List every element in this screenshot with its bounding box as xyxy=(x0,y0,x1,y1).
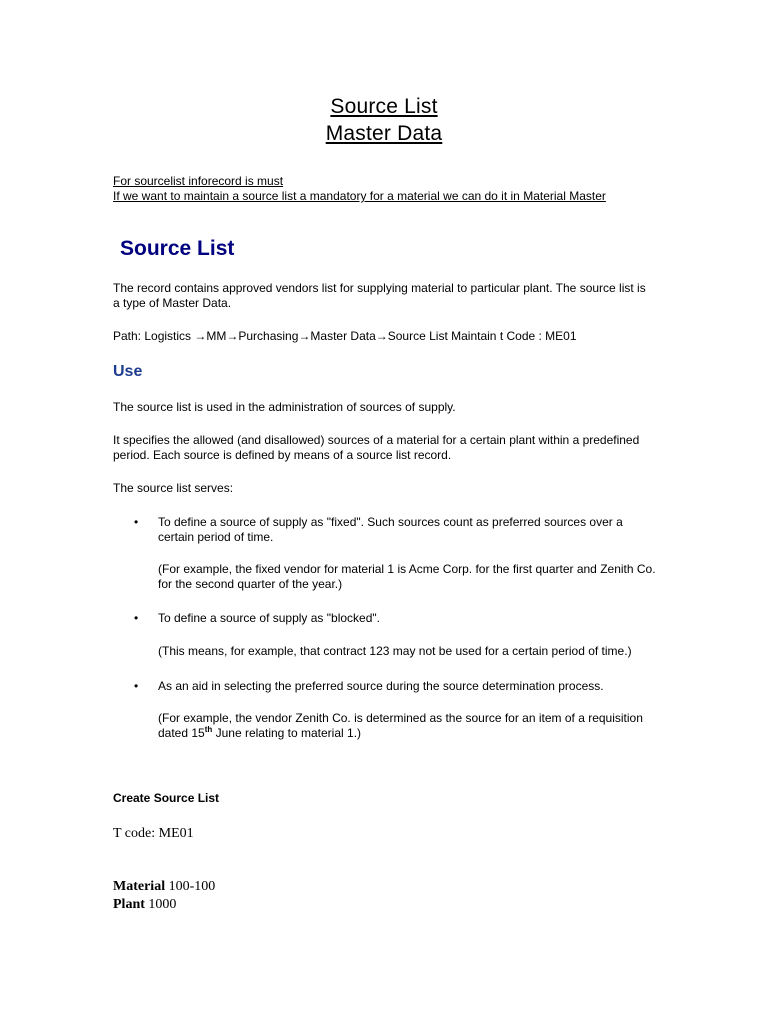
material-value: 100-100 xyxy=(165,879,216,894)
path-line: Path: Logistics →MM→Purchasing→Master Data→Source List Maintain t Code : ME01 xyxy=(113,329,577,343)
bullet-aid-example-text: (For example, the vendor Zenith Co. is determined as the source for an item of a requisition dated 15 xyxy=(158,711,643,740)
note-inforecord: For sourcelist inforecord is must xyxy=(113,174,284,188)
bullet-aid: As an aid in selecting the preferred source during the source determination process. xyxy=(158,679,604,693)
bullet-fixed: To define a source of supply as "fixed". Such sources count as preferred sources over a certain period of time. xyxy=(158,515,623,544)
bullet-blocked-example: (This means, for example, that contract 123 may not be used for a certain period of time.) xyxy=(158,644,632,658)
tcode-line: T code: ME01 xyxy=(113,826,194,841)
bullet-aid-example-tail: June relating to material 1.) xyxy=(212,726,362,740)
material-label: Material xyxy=(113,879,166,894)
serves-intro: The source list serves: xyxy=(113,481,234,495)
use-paragraph-1: The source list is used in the administration of sources of supply. xyxy=(113,400,456,414)
create-source-list-heading: Create Source List xyxy=(113,791,220,805)
bullet-blocked: To define a source of supply as "blocked". xyxy=(158,611,380,625)
section-heading-source-list: Source List xyxy=(120,237,235,260)
bullet-dot-icon: • xyxy=(134,611,139,625)
bullet-dot-icon: • xyxy=(134,515,139,529)
document-title-line-1: Source List xyxy=(330,95,438,118)
use-paragraph-2: It specifies the allowed (and disallowed) sources of a material for a certain plant within a predefined period. Each source is defined by means of a source list record. xyxy=(113,433,640,462)
plant-value: 1000 xyxy=(144,897,177,912)
material-line xyxy=(113,879,215,895)
note-material-master: If we want to maintain a source list a mandatory for a material we can do it in Material Master xyxy=(113,189,606,203)
bullet-fixed-example: (For example, the fixed vendor for material 1 is Acme Corp. for the first quarter and Zenith Co. for the second quarter of the year.) xyxy=(158,562,656,591)
plant-line xyxy=(113,897,176,913)
document-title-line-2: Master Data xyxy=(325,122,443,145)
plant-label: Plant xyxy=(113,897,145,912)
record-paragraph: The record contains approved vendors list for supplying material to particular plant. The source list is a type of Master Data. xyxy=(113,281,646,310)
ordinal-suffix: th xyxy=(204,725,213,734)
section-heading-use: Use xyxy=(113,363,143,380)
bullet-aid-example xyxy=(158,711,658,741)
bullet-dot-icon: • xyxy=(134,679,139,693)
